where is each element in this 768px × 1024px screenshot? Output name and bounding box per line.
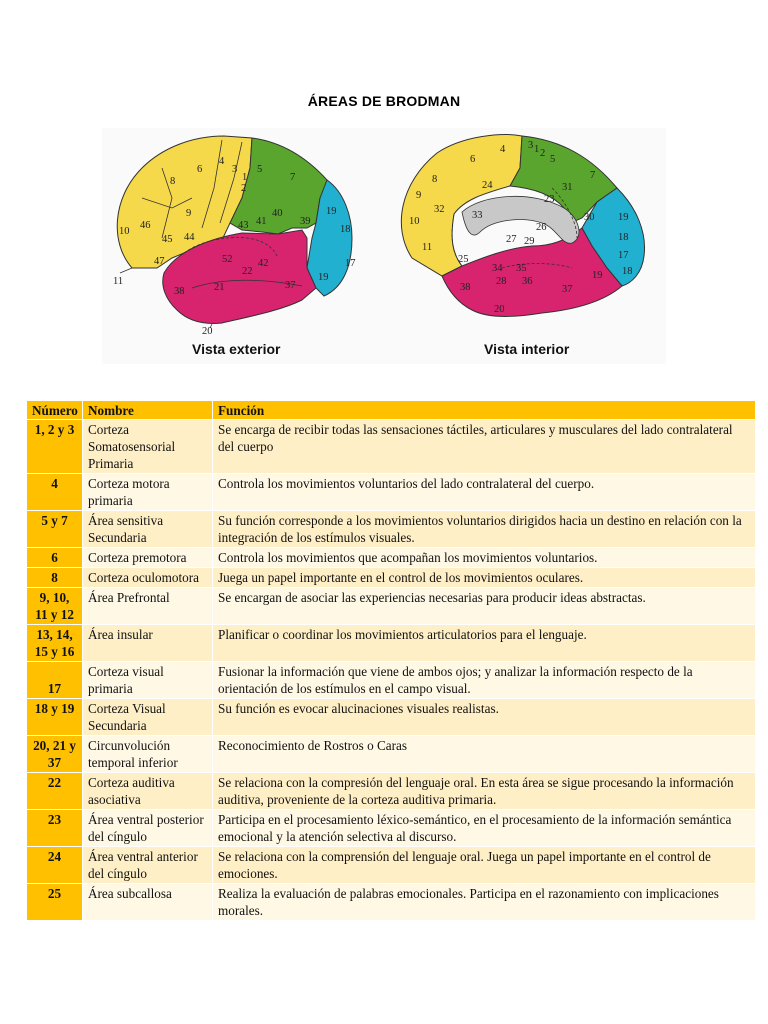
header-funcion: Función bbox=[213, 401, 756, 420]
svg-text:37: 37 bbox=[562, 284, 573, 295]
svg-text:7: 7 bbox=[590, 170, 596, 181]
page-title: ÁREAS DE BRODMAN bbox=[307, 93, 461, 109]
svg-text:30: 30 bbox=[584, 212, 595, 223]
svg-text:9: 9 bbox=[186, 208, 192, 219]
svg-text:40: 40 bbox=[272, 208, 283, 219]
header-numero: Número bbox=[27, 401, 83, 420]
area-function: Su función es evocar alucinaciones visuales realistas. bbox=[213, 699, 756, 736]
svg-text:42: 42 bbox=[258, 258, 269, 269]
table-row bbox=[27, 568, 756, 588]
area-name: Corteza premotora bbox=[83, 548, 213, 568]
svg-text:45: 45 bbox=[162, 234, 173, 245]
svg-text:3: 3 bbox=[528, 140, 534, 151]
svg-text:29: 29 bbox=[524, 236, 535, 247]
area-name: Corteza auditiva asociativa bbox=[83, 773, 213, 810]
table-row bbox=[27, 773, 756, 810]
area-number: 9, 10, 11 y 12 bbox=[27, 588, 83, 625]
area-name: Área subcallosa bbox=[83, 884, 213, 921]
area-name: Corteza Visual Secundaria bbox=[83, 699, 213, 736]
area-name: Área insular bbox=[83, 625, 213, 662]
svg-text:20: 20 bbox=[494, 304, 505, 315]
svg-text:19: 19 bbox=[592, 270, 603, 281]
svg-text:18: 18 bbox=[622, 266, 633, 277]
svg-text:4: 4 bbox=[500, 144, 506, 155]
brain-diagram bbox=[102, 128, 666, 364]
svg-text:18: 18 bbox=[618, 232, 629, 243]
svg-text:37: 37 bbox=[285, 280, 296, 291]
area-function: Controla los movimientos voluntarios del lado contralateral del cuerpo. bbox=[213, 474, 756, 511]
svg-text:4: 4 bbox=[219, 156, 225, 167]
area-number: 23 bbox=[27, 810, 83, 847]
table-row bbox=[27, 662, 756, 699]
area-function: Participa en el procesamiento léxico-semántico, en el procesamiento de la información semántica emocional y la atención selectiva al discurso. bbox=[213, 810, 756, 847]
svg-text:35: 35 bbox=[516, 263, 527, 274]
area-name: Corteza Somatosensorial Primaria bbox=[83, 420, 213, 474]
area-number: 25 bbox=[27, 884, 83, 921]
table-row bbox=[27, 847, 756, 884]
table-row bbox=[27, 548, 756, 568]
svg-text:9: 9 bbox=[416, 190, 422, 201]
area-number: 1, 2 y 3 bbox=[27, 420, 83, 474]
table-row bbox=[27, 625, 756, 662]
svg-text:11: 11 bbox=[422, 242, 433, 253]
svg-text:7: 7 bbox=[290, 172, 296, 183]
svg-text:47: 47 bbox=[154, 256, 165, 267]
svg-text:44: 44 bbox=[184, 232, 195, 243]
area-name: Circunvolución temporal inferior bbox=[83, 736, 213, 773]
area-number: 22 bbox=[27, 773, 83, 810]
area-name: Corteza motora primaria bbox=[83, 474, 213, 511]
area-function: Su función corresponde a los movimientos voluntarios dirigidos hacia un destino en relación con la integración de los estímulos visuales. bbox=[213, 511, 756, 548]
area-function: Controla los movimientos que acompañan los movimientos voluntarios. bbox=[213, 548, 756, 568]
svg-text:19: 19 bbox=[618, 212, 629, 223]
area-number: 13, 14, 15 y 16 bbox=[27, 625, 83, 662]
svg-text:41: 41 bbox=[256, 216, 267, 227]
svg-text:33: 33 bbox=[472, 210, 483, 221]
svg-text:38: 38 bbox=[174, 286, 185, 297]
table-row bbox=[27, 810, 756, 847]
svg-text:17: 17 bbox=[618, 250, 629, 261]
svg-text:23: 23 bbox=[544, 194, 555, 205]
svg-text:32: 32 bbox=[434, 204, 445, 215]
area-number: 18 y 19 bbox=[27, 699, 83, 736]
svg-text:43: 43 bbox=[238, 220, 249, 231]
area-number: 20, 21 y 37 bbox=[27, 736, 83, 773]
area-number: 6 bbox=[27, 548, 83, 568]
area-number: 8 bbox=[27, 568, 83, 588]
svg-text:11: 11 bbox=[113, 276, 124, 287]
caption-exterior: Vista exterior bbox=[192, 341, 281, 357]
svg-text:25: 25 bbox=[458, 254, 469, 265]
svg-text:46: 46 bbox=[140, 220, 151, 231]
svg-text:28: 28 bbox=[496, 276, 507, 287]
interior-brain bbox=[401, 135, 644, 357]
brodmann-table bbox=[26, 400, 756, 921]
table-row bbox=[27, 420, 756, 474]
svg-text:19: 19 bbox=[326, 206, 337, 217]
area-number: 5 y 7 bbox=[27, 511, 83, 548]
area-number: 17 bbox=[27, 662, 83, 699]
svg-text:24: 24 bbox=[482, 180, 493, 191]
table-row bbox=[27, 736, 756, 773]
svg-text:1: 1 bbox=[534, 144, 540, 155]
svg-text:36: 36 bbox=[522, 276, 533, 287]
svg-text:19: 19 bbox=[318, 272, 329, 283]
svg-text:39: 39 bbox=[300, 216, 311, 227]
svg-text:38: 38 bbox=[460, 282, 471, 293]
svg-text:5: 5 bbox=[257, 164, 263, 175]
area-name: Área sensitiva Secundaria bbox=[83, 511, 213, 548]
svg-text:21: 21 bbox=[214, 282, 225, 293]
svg-text:2: 2 bbox=[241, 183, 247, 194]
area-function: Fusionar la información que viene de ambos ojos; y analizar la información respecto de la orientación de los estímulos en el campo visual. bbox=[213, 662, 756, 699]
svg-text:2: 2 bbox=[540, 148, 546, 159]
area-function: Juega un papel importante en el control de los movimientos oculares. bbox=[213, 568, 756, 588]
table-row bbox=[27, 588, 756, 625]
svg-text:18: 18 bbox=[340, 224, 351, 235]
svg-text:34: 34 bbox=[492, 263, 503, 274]
svg-text:27: 27 bbox=[506, 234, 517, 245]
svg-text:22: 22 bbox=[242, 266, 253, 277]
caption-interior: Vista interior bbox=[484, 341, 570, 357]
area-name: Área Prefrontal bbox=[83, 588, 213, 625]
svg-text:10: 10 bbox=[409, 216, 420, 227]
area-function: Se relaciona con la compresión del lenguaje oral. En esta área se sigue procesando la información auditiva, proveniente de la corteza auditiva primaria. bbox=[213, 773, 756, 810]
table-header-row bbox=[27, 401, 756, 420]
area-function: Se relaciona con la comprensión del lenguaje oral. Juega un papel importante en el control de emociones. bbox=[213, 847, 756, 884]
header-nombre: Nombre bbox=[83, 401, 213, 420]
area-function: Realiza la evaluación de palabras emocionales. Participa en el razonamiento con implicaciones morales. bbox=[213, 884, 756, 921]
area-name: Área ventral anterior del cíngulo bbox=[83, 847, 213, 884]
area-function: Reconocimiento de Rostros o Caras bbox=[213, 736, 756, 773]
area-number: 4 bbox=[27, 474, 83, 511]
svg-text:52: 52 bbox=[222, 254, 233, 265]
svg-text:10: 10 bbox=[119, 226, 130, 237]
svg-text:8: 8 bbox=[170, 176, 176, 187]
svg-text:5: 5 bbox=[550, 154, 556, 165]
svg-text:26: 26 bbox=[536, 222, 547, 233]
svg-text:3: 3 bbox=[232, 164, 238, 175]
table-row bbox=[27, 884, 756, 921]
svg-text:20: 20 bbox=[202, 326, 213, 337]
svg-text:6: 6 bbox=[470, 154, 476, 165]
area-name: Corteza visual primaria bbox=[83, 662, 213, 699]
table-row bbox=[27, 511, 756, 548]
table-row bbox=[27, 474, 756, 511]
area-function: Planificar o coordinar los movimientos articulatorios para el lenguaje. bbox=[213, 625, 756, 662]
svg-text:8: 8 bbox=[432, 174, 438, 185]
svg-text:1: 1 bbox=[242, 172, 248, 183]
area-name: Corteza oculomotora bbox=[83, 568, 213, 588]
svg-text:17: 17 bbox=[345, 258, 356, 269]
area-function: Se encargan de asociar las experiencias necesarias para producir ideas abstractas. bbox=[213, 588, 756, 625]
area-name: Área ventral posterior del cíngulo bbox=[83, 810, 213, 847]
svg-text:31: 31 bbox=[562, 182, 573, 193]
brodmann-brain-figure bbox=[102, 128, 666, 364]
table-row bbox=[27, 699, 756, 736]
area-function: Se encarga de recibir todas las sensaciones táctiles, articulares y musculares del lado contralateral del cuerpo bbox=[213, 420, 756, 474]
svg-text:6: 6 bbox=[197, 164, 203, 175]
exterior-brain bbox=[113, 136, 356, 357]
area-number: 24 bbox=[27, 847, 83, 884]
